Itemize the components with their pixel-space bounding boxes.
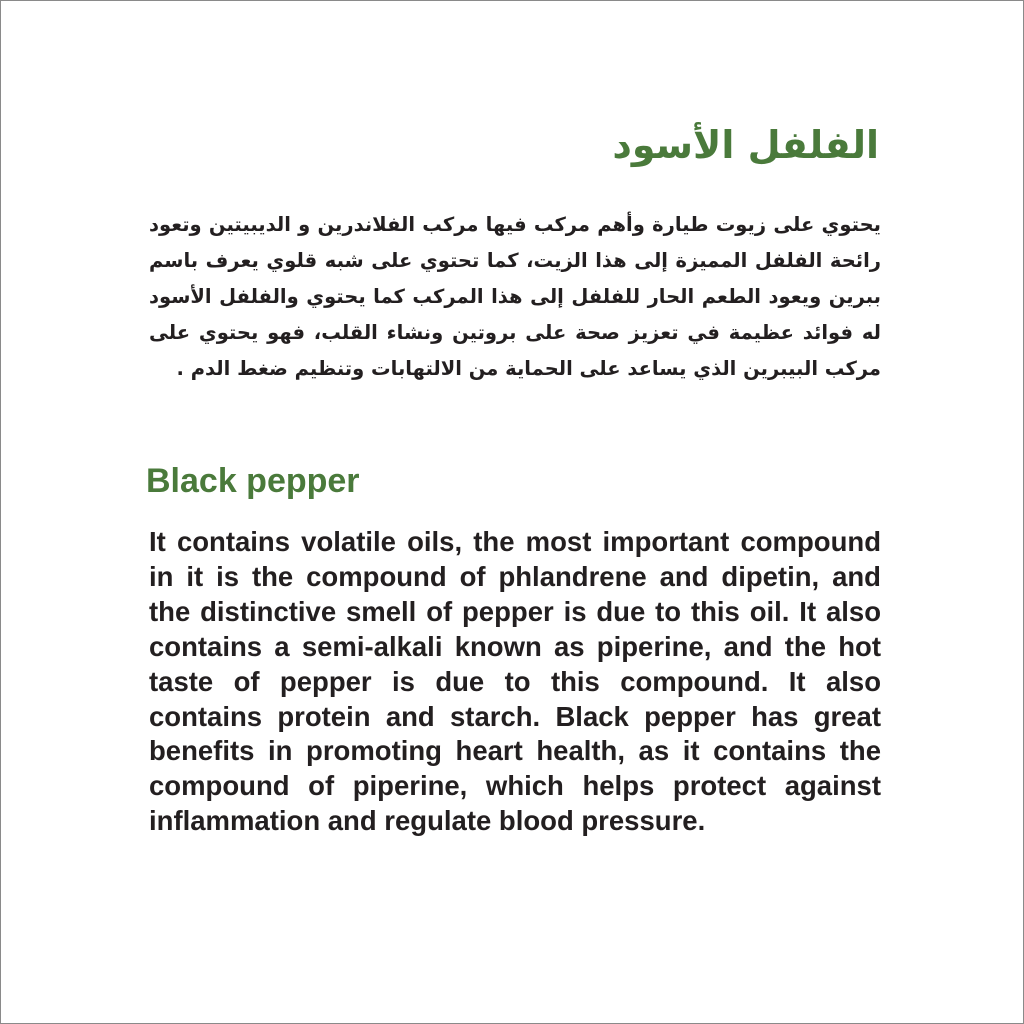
arabic-description: يحتوي على زيوت طيارة وأهم مركب فيها مركب الفلاندرين و الديبيتين وتعود رائحة الفلفل المميزة إلى هذا الزيت، كما تحتوي على شبه قلوي يعرف باسم ببرين ويعود الطعم الحار للفلفل إلى هذا المركب كما يحتوي والفلفل الأسود له فوائد عظيمة في تعزيز صحة على بروتين ونشاء القلب، فهو يحتوي على مركب البيبرين الذي يساعد على الحماية من الالتهابات وتنظيم ضغط الدم .	[149, 213, 881, 380]
english-title: Black pepper	[146, 462, 360, 500]
arabic-title: الفلفل الأسود	[612, 123, 879, 167]
english-description: It contains volatile oils, the most important compound in it is the compound of phlandrene and dipetin, and the distinctive smell of pepper is due to this oil. It also contains a semi-alkali known as piperine, and the hot taste of pepper is due to this compound. It also contains protein and starch. Black pepper has great benefits in promoting heart health, as it contains the compound of piperine, which helps protect against inflammation and regulate blood pressure.	[149, 526, 881, 837]
